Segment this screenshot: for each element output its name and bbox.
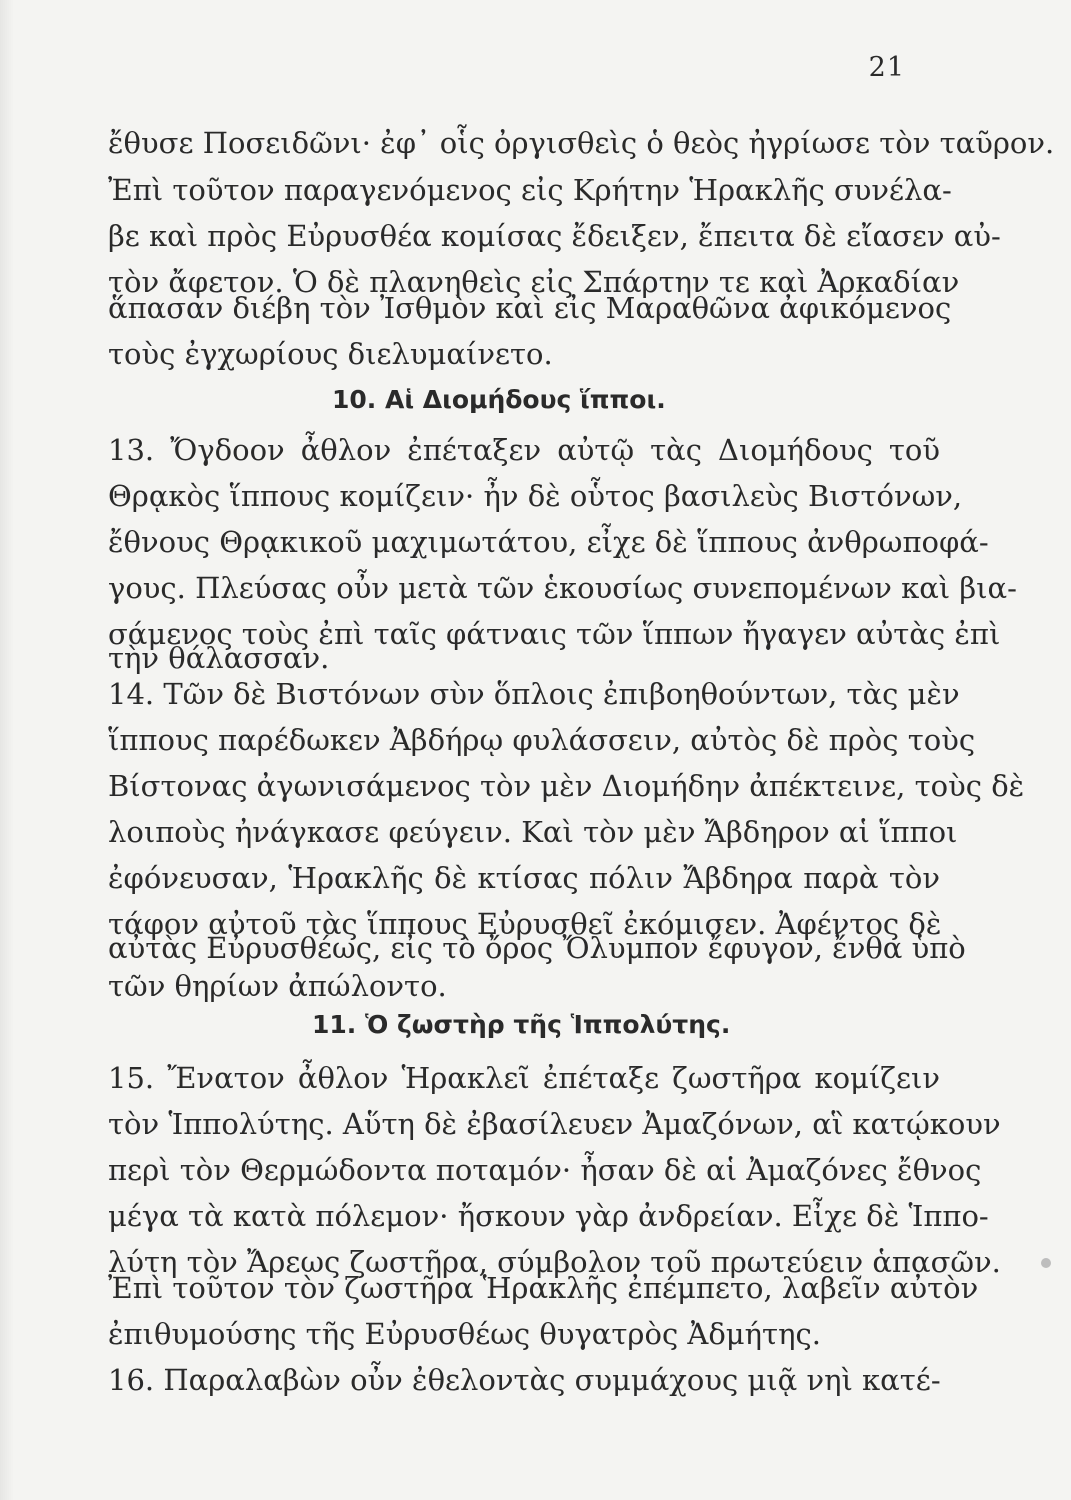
text-line: τὸν ἄφετον. Ὁ δὲ πλανηθεὶς εἰς Σπάρτην τε καὶ Ἀρκαδίαν — [108, 265, 960, 299]
text-line: αὐτὰς Εὐρυσθέως, εἰς τὸ ὄρος Ὄλυμπον ἔφυγον, ἔνθα ὑπὸ — [108, 931, 966, 965]
text-line: περὶ τὸν Θερμώδοντα ποταμόν· ἦσαν δὲ αἱ Ἀμαζόνες ἔθνος — [108, 1153, 982, 1187]
text-line: σάμενος τοὺς ἐπὶ ταῖς φάτναις τῶν ἵππων ἤγαγεν αὐτὰς ἐπὶ — [108, 617, 1001, 651]
text-line: ἔθυσε Ποσειδῶνι· ἐφ᾽ οἷς ὀργισθεὶς ὁ θεὸς ἠγρίωσε τὸν ταῦρον. — [108, 126, 1055, 160]
text-line: τὴν θάλασσαν. — [108, 641, 330, 675]
paragraph-13-line: 13. Ὄγδοον ἆθλον ἐπέταξεν αὐτῷ τὰς Διομήδους τοῦ — [108, 433, 940, 467]
ink-spot — [1041, 1258, 1051, 1268]
text-line: μέγα τὰ κατὰ πόλεμον· ἤσκουν γὰρ ἀνδρείαν. Εἶχε δὲ Ἱππο- — [108, 1199, 989, 1233]
text-line: ἔθνους Θρᾳκικοῦ μαχιμωτάτου, εἶχε δὲ ἵππους ἀνθρωποφά- — [108, 525, 989, 559]
text-line: τῶν θηρίων ἀπώλοντο. — [108, 969, 447, 1003]
text-line: Θρᾳκὸς ἵππους κομίζειν· ἦν δὲ οὗτος βασιλεὺς Βιστόνων, — [108, 479, 963, 513]
text-line: Ἐπὶ τοῦτον τὸν ζωστῆρα Ἡρακλῆς ἐπέμπετο, λαβεῖν αὐτὸν — [108, 1271, 979, 1305]
text-line: γους. Πλεύσας οὖν μετὰ τῶν ἑκουσίως συνεπομένων καὶ βια- — [108, 571, 1017, 605]
text-line: βε καὶ πρὸς Εὐρυσθέα κομίσας ἔδειξεν, ἔπειτα δὲ εἴασεν αὐ- — [108, 219, 1001, 253]
text-line: τοὺς ἐγχωρίους διελυμαίνετο. — [108, 337, 553, 371]
text-line: τὸν Ἱππολύτης. Αὕτη δὲ ἐβασίλευεν Ἀμαζόνων, αἳ κατῴκουν — [108, 1107, 1001, 1141]
section-heading: 10. Αἱ Διομήδους ἵπποι. — [332, 385, 666, 414]
paragraph-16-line: 16. Παραλαβὼν οὖν ἐθελοντὰς συμμάχους μιᾷ νηὶ κατέ- — [108, 1363, 941, 1397]
text-line: ἵππους παρέδωκεν Ἀβδήρῳ φυλάσσειν, αὐτὸς δὲ πρὸς τοὺς — [108, 723, 976, 757]
text-line: ἅπασαν διέβη τὸν Ἰσθμὸν καὶ εἰς Μαραθῶνα ἀφικόμενος — [108, 291, 952, 325]
text-line: τάφον αὐτοῦ τὰς ἵππους Εὐρυσθεῖ ἐκόμισεν. Ἀφέντος δὲ — [108, 907, 942, 941]
text-line: λοιποὺς ἠνάγκασε φεύγειν. Καὶ τὸν μὲν Ἄβδηρον αἱ ἵπποι — [108, 815, 958, 849]
page-edge-shadow — [0, 0, 14, 1500]
text-line: Βίστονας ἀγωνισάμενος τὸν μὲν Διομήδην ἀπέκτεινε, τοὺς δὲ — [108, 769, 1025, 803]
paragraph-15-line: 15. Ἔνατον ἆθλον Ἡρακλεῖ ἐπέταξε ζωστῆρα κομίζειν — [108, 1061, 940, 1095]
text-line: λύτη τὸν Ἄρεως ζωστῆρα, σύμβολον τοῦ πρωτεύειν ἁπασῶν. — [108, 1245, 1001, 1279]
section-heading: 11. Ὁ ζωστὴρ τῆς Ἱππολύτης. — [312, 1010, 731, 1039]
page-number: 21 — [868, 52, 905, 83]
text-line: ἐφόνευσαν, Ἡρακλῆς δὲ κτίσας πόλιν Ἄβδηρα παρὰ τὸν — [108, 861, 940, 895]
text-line: Ἐπὶ τοῦτον παραγενόμενος εἰς Κρήτην Ἡρακλῆς συνέλα- — [108, 173, 952, 207]
paragraph-14-line: 14. Τῶν δὲ Βιστόνων σὺν ὅπλοις ἐπιβοηθούντων, τὰς μὲν — [108, 677, 960, 711]
text-line: ἐπιθυμούσης τῆς Εὐρυσθέως θυγατρὸς Ἀδμήτης. — [108, 1317, 821, 1351]
